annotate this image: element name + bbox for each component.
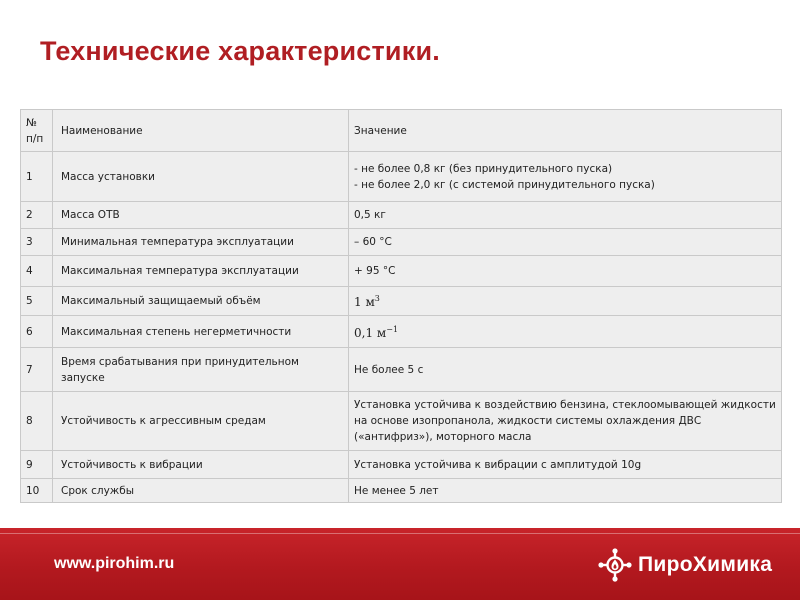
table-row bbox=[21, 202, 782, 229]
row-name: Срок службы bbox=[53, 479, 349, 503]
row-num: 10 bbox=[21, 479, 53, 503]
table-row bbox=[21, 152, 782, 202]
table-header-row bbox=[21, 110, 782, 152]
row-name: Масса ОТВ bbox=[53, 202, 349, 229]
row-num: 3 bbox=[21, 229, 53, 256]
row-name: Устойчивость к вибрации bbox=[53, 451, 349, 479]
row-name: Устойчивость к агрессивным средам bbox=[53, 392, 349, 451]
table-row bbox=[21, 392, 782, 451]
row-num: 4 bbox=[21, 256, 53, 287]
specs-table bbox=[20, 109, 782, 503]
header-num: № п/п bbox=[21, 110, 53, 152]
table-row bbox=[21, 316, 782, 348]
footer-divider bbox=[0, 533, 800, 534]
row-value: + 95 °С bbox=[349, 256, 782, 287]
row-name: Минимальная температура эксплуатации bbox=[53, 229, 349, 256]
row-name: Максимальный защищаемый объём bbox=[53, 287, 349, 316]
row-value bbox=[349, 152, 782, 202]
row-value bbox=[349, 287, 782, 316]
row-num: 2 bbox=[21, 202, 53, 229]
formula-base: 1 м bbox=[354, 295, 375, 309]
row-value-line: - не более 2,0 кг (с системой принудительного пуска) bbox=[354, 178, 655, 191]
row-num: 5 bbox=[21, 287, 53, 316]
row-value: Установка устойчива к вибрации с амплитудой 10g bbox=[349, 451, 782, 479]
row-num: 1 bbox=[21, 152, 53, 202]
row-value: Установка устойчива к воздействию бензина, стеклоомывающей жидкости на основе изопропанола, жидкости системы охлаждения ДВС («антифриз»), моторного масла bbox=[349, 392, 782, 451]
row-name: Время срабатывания при принудительном запуске bbox=[53, 348, 349, 392]
molecule-logo-icon bbox=[598, 548, 632, 582]
leakage-formula bbox=[354, 326, 398, 340]
table-row bbox=[21, 451, 782, 479]
row-value bbox=[349, 316, 782, 348]
volume-formula bbox=[354, 295, 380, 309]
company-logo[interactable] bbox=[598, 548, 772, 582]
table-row bbox=[21, 479, 782, 503]
row-name: Масса установки bbox=[53, 152, 349, 202]
row-value: 0,5 кг bbox=[349, 202, 782, 229]
footer-bar bbox=[0, 528, 800, 600]
row-num: 9 bbox=[21, 451, 53, 479]
formula-exponent: 3 bbox=[374, 294, 380, 303]
row-value: Не более 5 с bbox=[349, 348, 782, 392]
table-row bbox=[21, 287, 782, 316]
row-num: 6 bbox=[21, 316, 53, 348]
row-num: 8 bbox=[21, 392, 53, 451]
table-row bbox=[21, 229, 782, 256]
header-value: Значение bbox=[349, 110, 782, 152]
website-link[interactable]: www.pirohim.ru bbox=[54, 555, 175, 572]
row-value-line: - не более 0,8 кг (без принудительного пуска) bbox=[354, 162, 613, 175]
row-value: – 60 °С bbox=[349, 229, 782, 256]
logo-text: ПироХимика bbox=[638, 553, 773, 576]
table-row bbox=[21, 256, 782, 287]
row-name: Максимальная температура эксплуатации bbox=[53, 256, 349, 287]
row-value: Не менее 5 лет bbox=[349, 479, 782, 503]
formula-exponent: −1 bbox=[386, 324, 399, 334]
row-name: Максимальная степень негерметичности bbox=[53, 316, 349, 348]
page-title: Технические характеристики. bbox=[40, 36, 440, 66]
formula-base: 0,1 м bbox=[354, 325, 387, 340]
table-row bbox=[21, 348, 782, 392]
row-num: 7 bbox=[21, 348, 53, 392]
header-name: Наименование bbox=[53, 110, 349, 152]
